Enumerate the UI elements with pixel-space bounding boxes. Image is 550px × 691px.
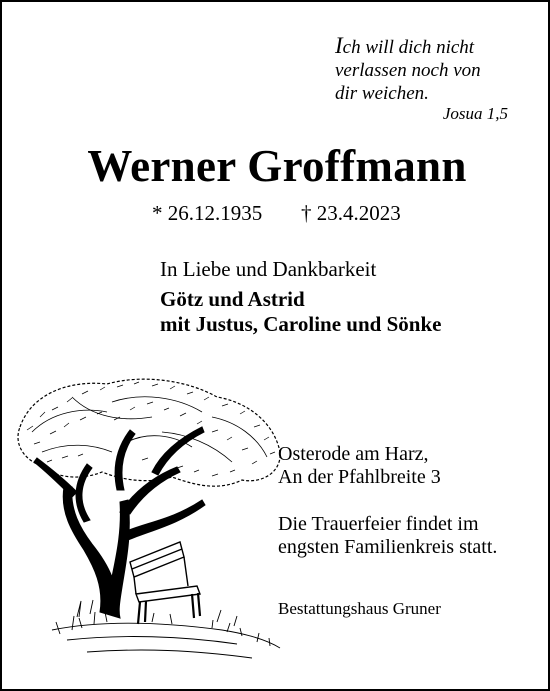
verse-line-2: verlassen noch von: [335, 60, 481, 81]
verse-line-1-text: ch will dich nicht: [342, 37, 475, 58]
mourning-family: [160, 287, 441, 337]
bible-verse: [335, 34, 525, 105]
death-date: † 23.4.2023: [301, 201, 401, 225]
birth-date: * 26.12.1935: [152, 201, 263, 225]
family-line-2: mit Justus, Caroline und Sönke: [160, 312, 442, 336]
ground: [52, 600, 280, 658]
funeral-line-1: Die Trauerfeier findet im: [278, 513, 479, 535]
bench: [130, 542, 200, 624]
family-line-1: Götz und Astrid: [160, 287, 305, 311]
tree-foliage-texture: [27, 382, 275, 476]
verse-line-3: dir weichen.: [335, 83, 429, 104]
verse-line-1: [335, 34, 525, 59]
address-line-1: Osterode am Harz,: [278, 443, 429, 465]
dedication-text: In Liebe und Dankbarkeit: [160, 257, 377, 281]
address-line-2: An der Pfahlbreite 3: [278, 466, 441, 488]
mourning-address: [278, 443, 441, 489]
funeral-notice: [278, 513, 497, 559]
tree-canopy: [18, 379, 280, 486]
verse-reference: Josua 1,5: [442, 104, 508, 123]
funeral-line-2: engsten Familienkreis statt.: [278, 536, 498, 558]
tree-with-bench-icon: [12, 372, 297, 672]
verse-initial: I: [335, 33, 343, 58]
undertaker-name: Bestattungshaus Gruner: [278, 599, 441, 618]
deceased-name: Werner Groffmann: [87, 141, 467, 191]
